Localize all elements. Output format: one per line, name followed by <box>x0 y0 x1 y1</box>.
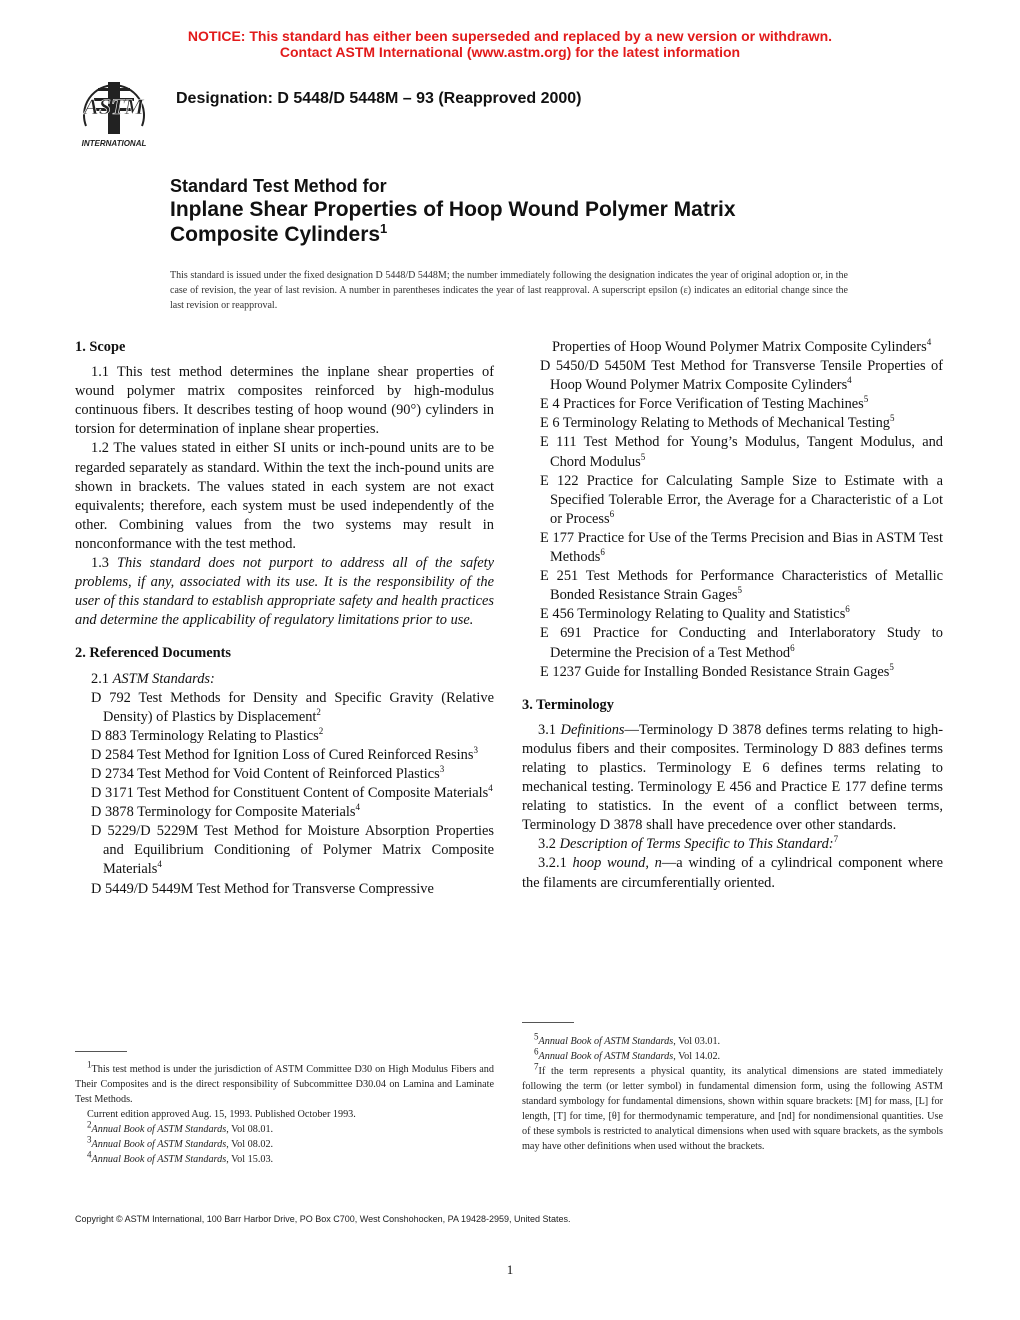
scope-p3: 1.3 This standard does not purport to address all of the safety problems, if any, associated with its use. It is the responsibility of the user of this standard to establish appropriate safety and health practices and determine the applicability of regulatory limitations prior to use. <box>75 555 494 629</box>
terminology-p1: 3.1 Definitions—Terminology D 3878 defines terms relating to high-modulus fibers and their composites. Terminology D 883 defines terms relating to plastics. Terminology E 6 defines terms relating to mechanical testing. Terminology E 456 and Practice E 177 define terms relating to statistics. In the event of a conflict between terms, Terminology D 3878 shall have precedence over other standards. <box>522 721 943 834</box>
astm-logo <box>64 74 164 154</box>
footnote-item: $^2$Annual Book of ASTM Standards, Vol 08.01. <box>87 1119 274 1135</box>
reference-item: E 122 Practice for Calculating Sample Size to Estimate with a Specified Tolerable Error, the Average for a Characteristic of a Lot or Process$^6$ <box>540 472 943 527</box>
reference-item: D 3171 Test Method for Constituent Content of Composite Materials$^4$ <box>91 783 493 802</box>
referenced-heading: 2. Referenced Documents <box>75 645 231 662</box>
terminology-p2: 3.2 Description of Terms Specific to This Standard:$^7$ <box>538 834 839 853</box>
terminology-p3: 3.2.1 hoop wound, n—a winding of a cylindrical component where the filaments are circumferentially oriented. <box>522 855 943 891</box>
reference-item: D 5450/D 5450M Test Method for Transverse Tensile Properties of Hoop Wound Polymer Matrix Composite Cylinders$^4$ <box>540 358 943 394</box>
page-number: 1 <box>506 1262 514 1277</box>
reference-item: E 111 Test Method for Young’s Modulus, Tangent Modulus, and Chord Modulus$^5$ <box>540 434 943 470</box>
reference-item: E 456 Terminology Relating to Quality and Statistics$^6$ <box>540 604 850 623</box>
footnote-item: $^7$If the term represents a physical quantity, its analytical dimensions are stated immediately following the term (or letter symbol) in fundamental dimension form, using the following ASTM standard symbology for fundamental dimensions, shown within square brackets: [M] for mass, [L] for length, [T] for time, [θ] for thermodynamic temperature, and [nd] for nondimensional quantities. Use of these symbols is restricted to analytical dimensions when used with square brackets, as the symbols may have other definitions when used without the brackets. <box>522 1061 943 1152</box>
scope-heading: 1. Scope <box>75 339 126 355</box>
reference-item: E 1237 Guide for Installing Bonded Resistance Strain Gages$^5$ <box>540 661 894 680</box>
footnote-item: $^6$Annual Book of ASTM Standards, Vol 14.02. <box>534 1046 721 1062</box>
notice-line-1: NOTICE: This standard has either been superseded and replaced by a new version or withdrawn. <box>187 28 833 44</box>
title-footnote-mark: 1 <box>380 221 388 236</box>
reference-item: E 177 Practice for Use of the Terms Precision and Bias in ASTM Test Methods$^6$ <box>540 529 943 566</box>
reference-item: E 4 Practices for Force Verification of Testing Machines$^5$ <box>540 394 869 413</box>
logo-text: ASTM <box>84 94 144 119</box>
footnote-item: $^5$Annual Book of ASTM Standards, Vol 03.01. <box>534 1031 721 1047</box>
referenced-sub: 2.1 ASTM Standards: <box>91 670 215 687</box>
footnote-item: $^1$This test method is under the jurisdiction of ASTM Committee D30 on High Modulus Fibers and Their Composites and is the direct responsibility of Subcommittee D30.04 on Lamina and Laminate Test Methods. <box>75 1059 494 1105</box>
reference-item: D 792 Test Methods for Density and Specific Gravity (Relative Density) of Plastics by Displacement$^2$ <box>91 689 494 725</box>
referenced-list-right <box>522 338 943 682</box>
title-line-3: Composite Cylinders <box>170 223 381 246</box>
title-line-1: Standard Test Method for <box>170 176 387 196</box>
reference-item: E 691 Practice for Conducting and Interlaboratory Study to Determine the Precision of a Test Method$^6$ <box>540 625 943 661</box>
reference-item: Properties of Hoop Wound Polymer Matrix Composite Cylinders$^4$ <box>552 337 932 355</box>
reference-item: E 251 Test Methods for Performance Characteristics of Metallic Bonded Resistance Strain Gages$^5$ <box>540 568 943 604</box>
document-title <box>170 175 870 247</box>
reference-item: D 3878 Terminology for Composite Materials$^4$ <box>91 802 361 821</box>
footnote-item: $^4$Annual Book of ASTM Standards, Vol 15.03. <box>87 1149 274 1165</box>
scope-p1: 1.1 This test method determines the inplane shear properties of wound polymer matrix composites reinforced by high-modulus continuous fibers. It describes testing of hoop wound (90°) cylinders in torsion for determination of inplane shear properties. <box>75 364 494 438</box>
left-column <box>75 338 494 899</box>
reference-item: E 6 Terminology Relating to Methods of Mechanical Testing$^5$ <box>540 413 895 432</box>
reference-item: D 2734 Test Method for Void Content of Reinforced Plastics$^3$ <box>91 764 445 782</box>
footnotes-left <box>75 1052 494 1167</box>
terminology-heading: 3. Terminology <box>522 696 614 713</box>
issue-note: This standard is issued under the fixed designation D 5448/D 5448M; the number immediately following the designation indicates the year of original adoption or, in the case of revision, the year of last revision. A number in parentheses indicates the year of last reapproval. A superscript epsilon (ε) indicates an editorial change since the last revision or reapproval. <box>170 270 848 311</box>
reference-item: D 5229/D 5229M Test Method for Moisture Absorption Properties and Equilibrium Conditioning of Polymer Matrix Composite Materials$^4$ <box>91 823 494 878</box>
referenced-list-left <box>75 689 494 899</box>
logo-subtext: INTERNATIONAL <box>81 139 147 148</box>
footnote-item: $^3$Annual Book of ASTM Standards, Vol 08.02. <box>87 1134 274 1150</box>
title-line-2: Inplane Shear Properties of Hoop Wound Polymer Matrix <box>170 198 736 221</box>
footnote-item: Current edition approved Aug. 15, 1993. Published October 1993. <box>87 1109 356 1120</box>
notice-line-2: Contact ASTM International (www.astm.org) for the latest information <box>279 44 741 60</box>
reference-item: D 883 Terminology Relating to Plastics$^2$ <box>91 725 324 744</box>
scope-p2: 1.2 The values stated in either SI units or inch-pound units are to be regarded separately as standard. Within the text the inch-pound units are shown in brackets. The values stated in each system are not exact equivalents; therefore, each system must be used independently of the other. Combining values from the two systems may result in nonconformance with the test method. <box>75 440 494 552</box>
right-column <box>522 338 943 893</box>
footnotes-right <box>522 1022 943 1154</box>
copyright: Copyright © ASTM International, 100 Barr Harbor Drive, PO Box C700, West Conshohocken, PA 19428-2959, United States. <box>75 1214 571 1224</box>
designation: Designation: D 5448/D 5448M – 93 (Reapproved 2000) <box>176 90 582 107</box>
reference-item: D 2584 Test Method for Ignition Loss of Cured Reinforced Resins$^3$ <box>91 745 478 763</box>
reference-item: D 5449/D 5449M Test Method for Transverse Compressive <box>91 880 434 897</box>
notice-banner <box>0 28 1020 60</box>
